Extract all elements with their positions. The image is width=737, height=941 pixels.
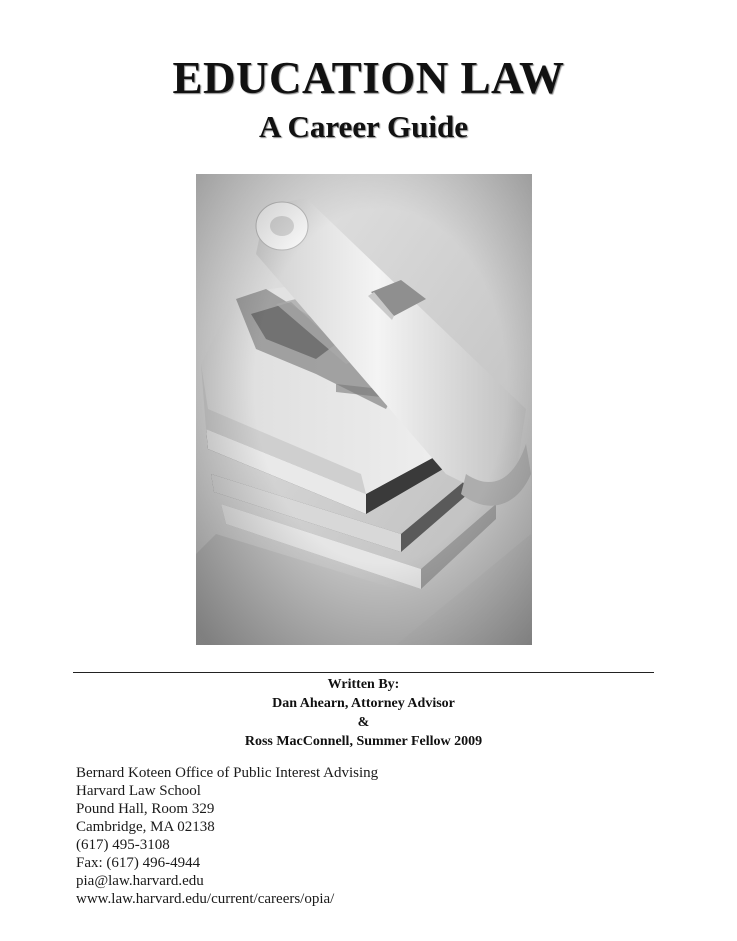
cover-photo — [196, 174, 532, 645]
contact-block — [76, 764, 378, 908]
written-by-label: Written By: — [327, 677, 400, 692]
contact-phone: (617) 495-3108 — [76, 837, 170, 853]
divider-rule — [73, 672, 654, 673]
contact-fax: Fax: (617) 496-4944 — [76, 855, 201, 871]
contact-city: Cambridge, MA 02138 — [76, 819, 215, 835]
author-1: Dan Ahearn, Attorney Advisor — [272, 696, 455, 711]
page-subtitle: A Career Guide — [259, 109, 468, 144]
page-title: EDUCATION LAW — [172, 53, 565, 103]
ampersand: & — [357, 715, 370, 730]
contact-website: www.law.harvard.edu/current/careers/opia/ — [76, 891, 335, 907]
contact-building: Pound Hall, Room 329 — [76, 801, 215, 817]
credits-block — [0, 675, 727, 751]
contact-school: Harvard Law School — [76, 783, 201, 799]
contact-office: Bernard Koteen Office of Public Interest Advising — [76, 765, 379, 781]
author-2: Ross MacConnell, Summer Fellow 2009 — [244, 734, 483, 749]
contact-email: pia@law.harvard.edu — [76, 873, 204, 889]
